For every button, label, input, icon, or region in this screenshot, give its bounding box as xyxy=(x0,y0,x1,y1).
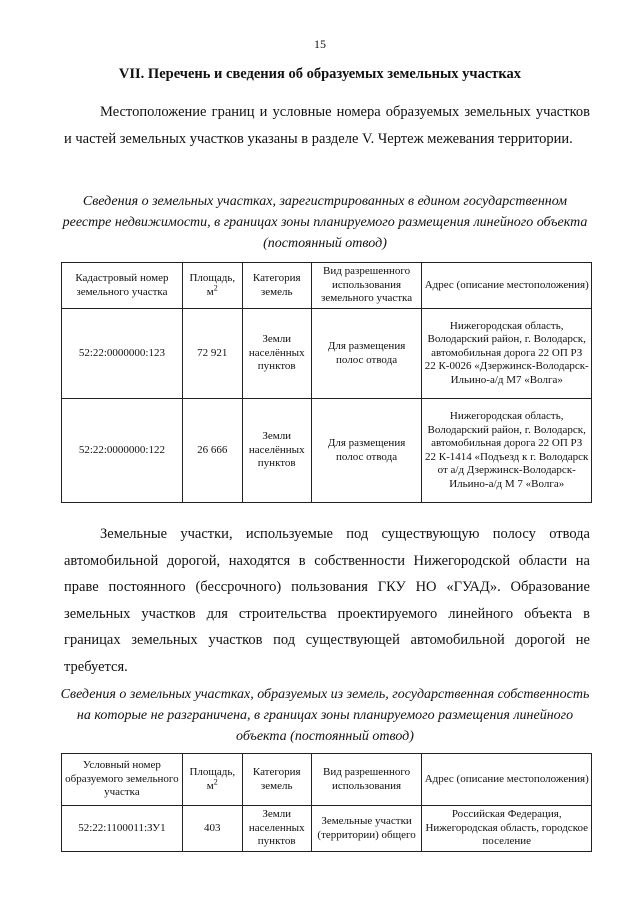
cell-category: Земли населенных пунктов xyxy=(242,806,311,852)
header-address: Адрес (описание местоположения) xyxy=(422,754,592,806)
cell-area: 403 xyxy=(182,806,242,852)
header-address: Адрес (описание местоположения) xyxy=(422,263,592,309)
table-header-row xyxy=(62,754,592,806)
cell-address: Нижегородская область, Володарский район, г. Володарск, автомобильная дорога 22 ОП РЗ 22 К-1414 «Подъезд к г. Володарск от а/д Дзержинск-Володарск-Ильино-а/д М 7 «Волга» xyxy=(422,399,592,503)
cell-cadastral: 52:22:0000000:123 xyxy=(62,309,183,399)
table1-caption: Сведения о земельных участках, зарегистрированных в едином государственном реестре недвижимости, в границах зоны планируемого размещения линейного объекта (постоянный отвод) xyxy=(62,194,588,251)
cell-area: 26 666 xyxy=(182,399,242,503)
table-row xyxy=(62,309,592,399)
cell-address: Российская Федерация, Нижегородская область, городское поселение xyxy=(422,806,592,852)
header-number: Условный номер образуемого земельного участка xyxy=(62,754,183,806)
page-number: 15 xyxy=(314,37,326,51)
header-area: Площадь, $м^2$ xyxy=(182,754,242,806)
cell-use: Для размещения полос отвода xyxy=(311,399,422,503)
header-use: Вид разрешенного использования земельного участка xyxy=(311,263,422,309)
cell-address: Нижегородская область, Володарский район, г. Володарск, автомобильная дорога 22 ОП РЗ 22 К-0026 «Дзержинск-Володарск-Ильино-а/д М7 «Волга» xyxy=(422,309,592,399)
cell-cadastral: 52:22:0000000:122 xyxy=(62,399,183,503)
table-header-row xyxy=(62,263,592,309)
table-row xyxy=(62,806,592,852)
header-area: Площадь, $м^2$ xyxy=(182,263,242,309)
table2-caption: Сведения о земельных участках, образуемых из земель, государственная собственность на которые не разграничена, в границах зоны планируемого размещения линейного объекта (постоянный отвод) xyxy=(60,687,590,744)
cell-use: Для размещения полос отвода xyxy=(311,309,422,399)
cell-area: 72 921 xyxy=(182,309,242,399)
header-use: Вид разрешенного использования xyxy=(311,754,422,806)
cell-number: 52:22:1100011:ЗУ1 xyxy=(62,806,183,852)
intro-paragraph: Местоположение границ и условные номера образуемых земельных участков и частей земельных участков указаны в разделе V. Чертеж межевания территории. xyxy=(64,104,590,147)
middle-paragraph: Земельные участки, используемые под существующую полосу отвода автомобильной дорогой, находятся в собственности Нижегородской области на праве постоянного (бессрочного) пользования ГКУ НО «ГУАД». Образование земельных участков для строительства проектируемого линейного объекта в границах земельных участков под существующей автомобильной дорогой не требуется. xyxy=(64,526,590,675)
header-category: Категория земель xyxy=(242,754,311,806)
cell-category: Земли населённых пунктов xyxy=(242,399,311,503)
new-plots-table xyxy=(61,753,592,852)
header-cadastral: Кадастровый номер земельного участка xyxy=(62,263,183,309)
section-title: VII. Перечень и сведения об образуемых земельных участках xyxy=(118,66,522,82)
cell-category: Земли населённых пунктов xyxy=(242,309,311,399)
cell-use: Земельные участки (территории) общего xyxy=(311,806,422,852)
registered-plots-table xyxy=(61,262,592,503)
table-row xyxy=(62,399,592,503)
header-category: Категория земель xyxy=(242,263,311,309)
